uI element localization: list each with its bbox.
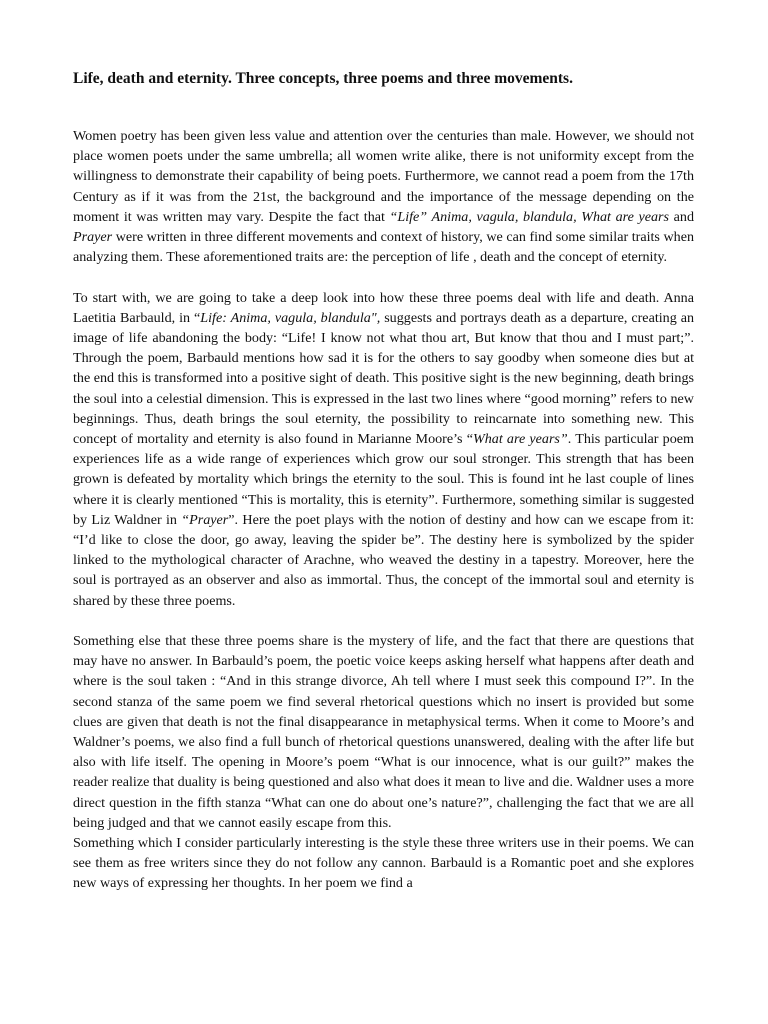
paragraph-mystery: Something else that these three poems share is the mystery of life, and the fact that there are questions that may have no answer. In Barbauld’s poem, the poetic voice keeps asking herself what happens after death and where is the soul taken : “And in this strange divorce, Ah tell where I must seek this compound I?”. In the second stanza of the same poem we find several rhetorical questions which no insert is provided but some clues are given that death is not the final disappearance in metaphysical terms. When it come to Moore’s and Waldner’s poems, we also find a full bunch of rhetorical questions unanswered, dealing with the after life but also with life itself. The opening in Moore’s poem “What is our innocence, what is our guilt?” makes the reader realize that duality is being questioned and also what does it mean to live and die. Waldner uses a more direct question in the fifth stanza “What can one do about one’s nature?”, challenging the fact that we are all being judged and that we cannot easily escape from this. — [73, 633, 694, 831]
paragraph-style: Something which I consider particularly interesting is the style these three writers use in their poems. We can see them as free writers since they do not follow any cannon. Barbauld is a Romantic poet and she explores new ways of expressing her thoughts. In her poem we find a — [73, 835, 694, 892]
poem-titles-italic: “Life” Anima, vagula, blandula, What are years — [389, 208, 670, 225]
paragraph-intro-text-b: and — [669, 208, 694, 225]
paragraph-life-death-text-c: . This particular poem experiences life as a wide range of experiences which grow our soul stronger. This strength that has been grown is defeated by mortality which brings the eternity to the soul. This is found int he last couple of lines where it is clearly mentioned “This is mortality, this is eternity”. Furthermore, something similar is suggested by Liz Waldner in — [73, 431, 694, 528]
paragraph-intro — [73, 126, 694, 267]
paragraph-life-death-text-b: suggests and portrays death as a departure, creating an image of life abandoning the body: “Life! I know not what thou art, But know that thou and I must part;”. Through the poem, Barbauld mentions how sad it is for the others to say goodby when someone dies but at the end this is transformed into a positive sight of death. This positive sight is the new beginning, death brings the soul into a celestial dimension. This is expressed in the last two lines where “good morning” refers to new beginnings. Thus, death brings the soul eternity, the possibility to reincarnate into something new. This concept of mortality and eternity is also found in Marianne Moore’s “ — [73, 309, 694, 448]
document-page — [73, 68, 694, 894]
paragraph-life-death-text-d: ”. Here the poet plays with the notion of destiny and how can we escape from it: “I’d like to close the door, go away, leaving the spider be”. The destiny here is symbolized by the spider linked to the mythological character of Arachne, who weaved the destiny in a tapestry. Moreover, here the soul is portrayed as an observer and also as immortal. Thus, the concept of the immortal soul and eternity is shared by these three poems. — [73, 511, 694, 609]
poem-title-prayer-2: “Prayer — [181, 511, 229, 528]
poem-title-life: Life: Anima, vagula, blandula", — [200, 309, 381, 326]
paragraph-life-death-text-a: To start with, we are going to take a deep look into how these three poems deal with life and death. Anna Laetitia Barbauld, in “ — [73, 289, 694, 326]
paragraph-life-death — [73, 288, 694, 611]
paragraph-intro-text-a: Women poetry has been given less value and attention over the centuries than male. However, we should not place women poets under the same umbrella; all women write alike, there is not uniformity except from the willingness to demonstrate their capability of being poets. Furthermore, we cannot read a poem from the 17th Century as if it was from the 21st, the background and the importance of the message depending on the moment it was written may vary. Despite the fact that — [73, 128, 694, 225]
poem-title-what-are-years: What are years” — [472, 431, 568, 448]
poem-title-prayer: Prayer — [73, 229, 113, 246]
paragraph-intro-text-c: were written in three different movements and context of history, we can find some similar traits when analyzing them. These aforementioned traits are: the perception of life , death and the concept of eternity. — [73, 229, 694, 266]
document-title: Life, death and eternity. Three concepts, three poems and three movements. — [73, 70, 573, 87]
